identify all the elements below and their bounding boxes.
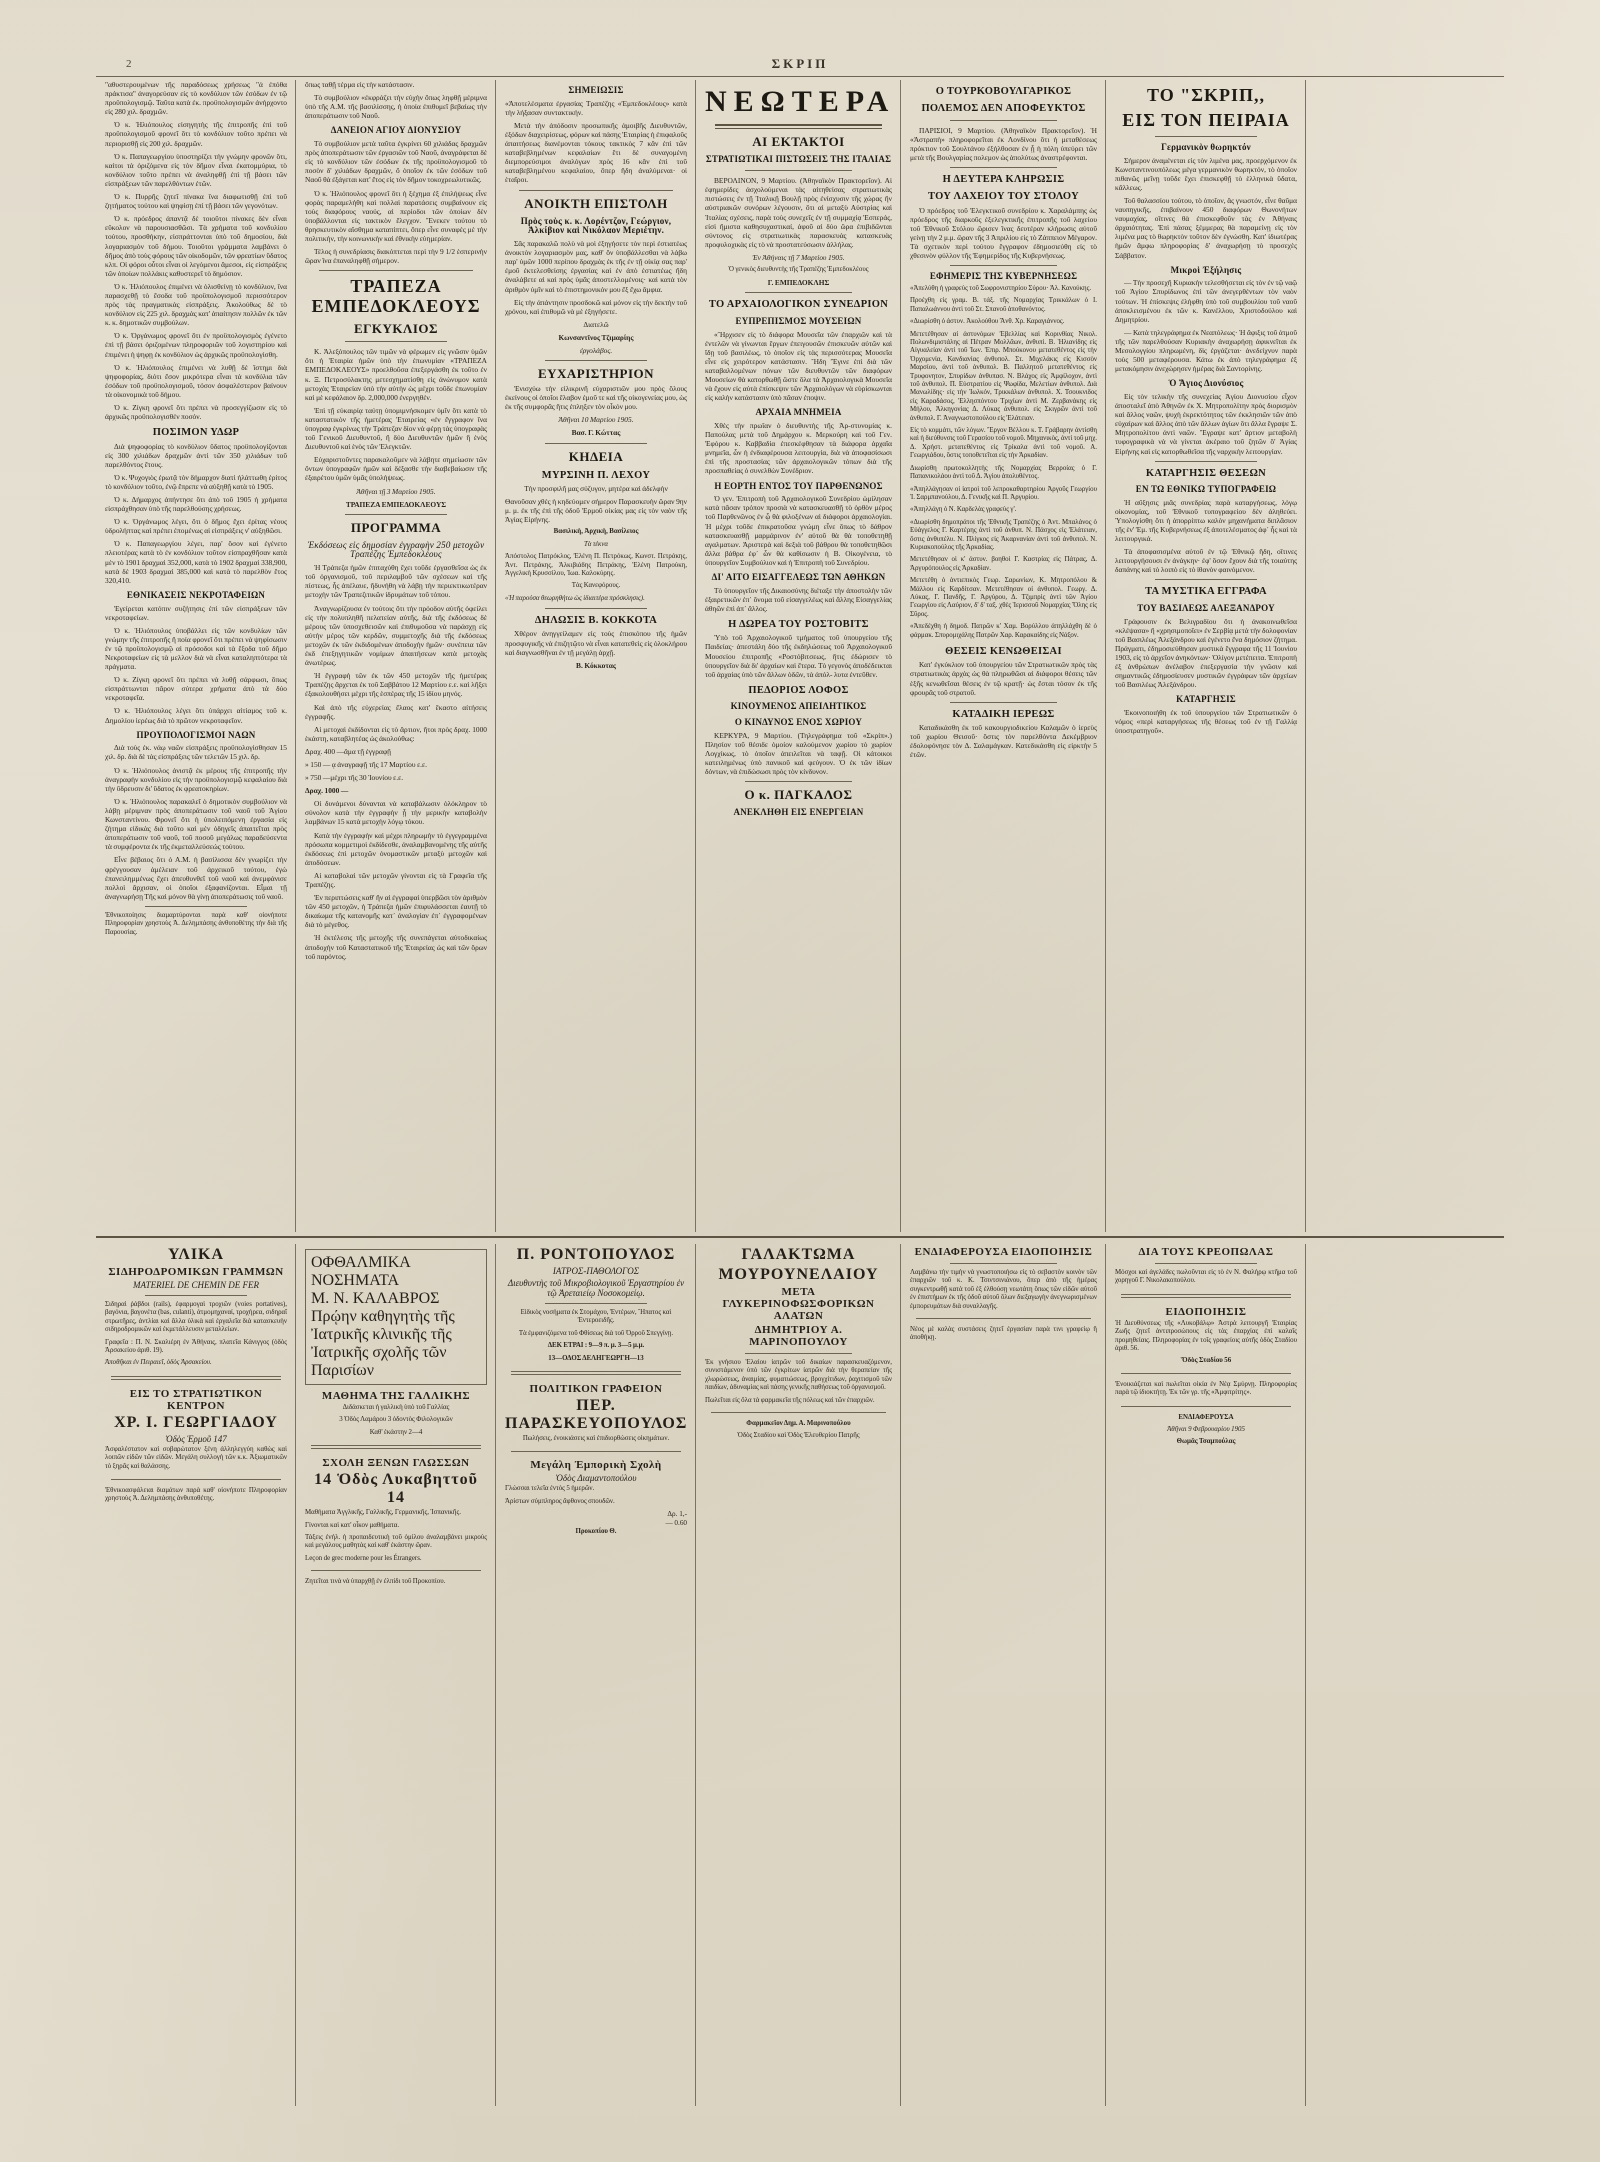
paragraph: — Τὴν προσεχῆ Κυριακὴν τελεσθήσεται εἰς τὸν ἐν τῷ ναῷ τοῦ Ἁγίου Σπυρίδωνος ἐπὶ τῶν ἀνεγερθέντων τὸν ναὸν τούτων. Ἡ ἐπίσκεψις ἐλήφθη ὑπὸ τοῦ συμβουλίου τοῦ ναοῦ ἀποκλεισμένου ἐκ τῶν κ. Κανέλλου, Χριστοδούλου καὶ Δημητρίου. bbox=[1115, 278, 1297, 324]
paragraph: Ὁ κ. Ὀργάνωμος φρονεῖ ὅτι ἐν προϋπολογισμὸς ἐγένετο ἐπὶ τῇ βάσει ὁριζομένων πληροφοριῶν τοῦ λογιστηρίου καὶ ἐπιμένει ἡ ψηφῃ ἐκ κονδύλιον ὡς ἀρχικῶς προϋπολογίσθη. bbox=[105, 331, 287, 359]
paragraph: Σήμερον ἀναμένεται εἰς τὸν λιμένα μας, προερχόμενον ἐκ Κωνσταντινουπόλεως μέγα γερμανικὸν θωρηκτόν, τὸ ὁποῖον πιθανῶς μεῖνῃ τοῦδε ἔχει ἐπισκεφθῇ τὸ ἑλληνικὰ ὕδατα, κἄλλεως. bbox=[1115, 155, 1297, 192]
paragraph: Ὁ κ. Πυρρῆς ζητεῖ πίνακα ἵνα διαφωτισθῇ ἐπὶ τοῦ ζητήματος τούτου καὶ ψηφίσῃ ἐπὶ τῇ βάσει τῶν γεγονότων. bbox=[105, 192, 287, 211]
paragraph: Θανοῦσαν χθὲς ἡ κηδεύομεν σήμερον Παρασκευὴν ὥραν 9ην μ. μ. ἐκ τῆς ἐπὶ τῆς ὁδοῦ Ἑρμοῦ οἰκίας μας εἰς τὸν ναὸν τῆς Ἁγίας Εἰρήνης. bbox=[505, 497, 687, 525]
paragraph: Ὁ κ. Ἠλιόπουλος ἐπιμένει νὰ ὁλισθείνῃ τὸ κονδύλιον, ἵνα παρασχεθῇ τὸ ἔσοδα τοῦ προϋπολογισμοῦ περισσότερον πρὸς τὰς πραγματικὰς εἰσπράξεις. Ἀκολούθως δὲ τὸ κονδύλιον εἰς 225 χιλ. δραχμὰς κατ' ἀπαίτησιν πολλῶν ἐκ τῶν κ. κ. δημοτικῶν συμβούλων. bbox=[105, 281, 287, 328]
ad-office: Γραφεῖα : Π. Ν. Σκαλιέρη ἐν Ἀθήναις, πλατεῖα Κάνιγγος (ὁδὸς Ἀρσακείου ἀριθ. 19). bbox=[105, 1338, 287, 1355]
signature: Βασ. Γ. Κώττας bbox=[571, 428, 621, 438]
paragraph: Προέχθη εἰς γραμ. Β. τάξ. τῆς Νομαρχίας Τρικκάλων ὁ Ι. Παπαλωάννου ἀντὶ τοῦ Στ. Σπανοῦ ἀποθανόντος. bbox=[910, 297, 1097, 313]
paragraph: ὅπως ταθῇ τέρμα εἰς τὴν κατάστασιν. bbox=[305, 80, 415, 89]
paragraph: Αἱ μετοχαὶ ἐκδίδονται εἰς τὸ ἄρτιον, ἤτοι πρὸς δραχ. 1000 ἑκάστη, καταβλητέας ὡς ἀκολούθως: bbox=[305, 724, 487, 743]
paragraph: Ὁ κ. Παπαγεωργίου λέγει, παρ' ὅσον καὶ ἐγένετο πλειοτέρας κατὰ τὸ ἐν κονδύλιον τοῦτον εἰσπραχθῆσαν κατὰ μὲν τὸ 1901 δραχμαὶ 352,000, κατὰ τὸ 1902 δραχμαὶ 338,900, κατὰ δὲ 1903 δραχμαὶ 385,000 καὶ κατὰ τὸ παρελθὸν ἔτος 320,410. bbox=[105, 539, 287, 585]
ad-body: Ἡ Διευθύνσεως τῆς «Λυκοβάλῳ» Ἀστρὰ λειτουργῆ Ἑταιρίας Ζωῆς ζητεῖ ἀντιπροσώπους εἰς τὰς ἐπαρχίας ἐπὶ καλαῖς προμηθείαις. Πληροφορίας ἐν τοῖς γραφείοις αὐτῆς ὁδὸς Σταδίου ἀριθ. 56. bbox=[1115, 1319, 1297, 1353]
ad-owner: ΠΕΡ. ΠΑΡΑΣΚΕΥΟΠΟΥΛΟΣ bbox=[505, 1397, 688, 1433]
ad-address: 3 Ὁδὸς Λαμάρου 3 ὀδοντὸς Φιλολογικῶν bbox=[339, 1416, 453, 1424]
section-heading: ΘΕΣΕΙΣ ΚΕΝΩΘΕΙΣΑΙ bbox=[945, 646, 1062, 657]
paragraph: Σᾶς παρακαλῶ πολὺ νὰ μοὶ ἐξηγήσετε τὸν περὶ ἐστιατέως ἀνοικτὸν λογαριασμὸν μας, καθ' ὅν ὑποβάλλεσθαι νὰ λάβω παρ' ὑμῶν 1000 περίπου δραχμὰς ἐκ τῆς ἐν τῇ οἰκίᾳ σας παρ' ἐμοῦ ἐκτελεσθείσης ἐργασίας καὶ ἐν ἀπὸ ἐστιατέως ἤδη ἀναλάβετε αἱ καὶ πρὸς ὑμᾶς ἀποστελλομένοις· καὶ κατὰ τὸν ἀριθμὸν ὑμῖν καὶ τὸ ἐπιστημονικόν μου ἕξ ἔχω ἄμφια. bbox=[505, 239, 687, 294]
column-5 bbox=[901, 80, 1106, 1232]
paragraph: Τὰ ἀποφασισμένα αὐτοῦ ἐν τῷ Ἐθνικῷ ἤδη, οἵτινες λειτουργήσουσι ἐν ἀνάγκην· ἐφ' ὅσον ἔχουν διὰ τῆς τοιαύτης δαπάνης καὶ τὸ λοιπὸ εἰς τὸ ἰθανὸν φαινόμενον. bbox=[1115, 547, 1297, 575]
ad-body: Λαμβάνω τὴν τιμὴν νὰ γνωστοποιήσω εἰς τὸ σεβαστὸν κοινὸν τῶν ἐπαρχιῶν τοῦ κ. Κ. Τσιντσινιάνου, ὅπερ ἀπὸ τῆς ἡμέρας συγκεντρωθῇ κατὰ τοῦ ἐξ ἐλθούσῃ νεωτάτη ὅπως τῶν εἰδῶν αὐτοῦ ἐν ἐπιστήμων ἐκ τῆς ὁδοῦ αὐτοῦ ὅλων διεξαγωγὴν ἀνεγνωρισμένων ἐμπορευμάτων διὰ συναλλαγῆς. bbox=[910, 1269, 1097, 1310]
paragraph: Μετὰ τὴν ἀπόδοσιν προσωπικῆς ἁμοιβῆς Διευθυντῶν, ἐξόδων διαχειρίσεως, φόρων καὶ πάσης Ἑταιρίας ἡ ἐπιφαλοῦς ἀπαιτήσεως διανέμονται τόκους τακτικὸς 7 κἄν ἐπὶ τῶν καταβεβλημένων κεφαλαίων ἔτι δὲ συναγομένη διεμπορεύσιμοι ἀναλόγων πρὸς 16 κἄν ἐπὶ τοῦ καταβεβλημένου κεφαλαίου, ὅπερ ἤδη ἀναλύμεναι· οἱ ἑταῖροι. bbox=[505, 120, 687, 185]
ad-title: ΥΛΙΚΑ bbox=[167, 1246, 225, 1263]
paragraph: Ὁ κ. Ζίγκη φρονεῖ ὅτι πρέπει νὰ προσεγγίζωσιν εἰς τὸ ἀρχικῶς προϋπολογισθέν ποσόν. bbox=[105, 403, 287, 422]
ad-body: Ἐκ γνήσιου Ἑλαίου ἱατρῶν τοῦ δικαίων παρασκευαζόμενον, συνιστάμενον ὑπὸ τῶν ἐγκρίτων ἰατρῶν διὰ τὴν θεραπείαν τῆς χλωρώσεως, ἀναιμίας, φυματιώσεως, βρογχίτιδων, ῥαχιτισμοῦ τῶν παιδίων, ἀδυναμίας καὶ πάσης γενικῆς παθήσεως τοῦ ὀργανισμοῦ. bbox=[705, 1359, 892, 1392]
paragraph: Ὁ κ. Ἠλιόπουλος ἐπιμένει νὰ λυθῇ δὲ ἵστημι διὰ ψηφοφορίας, διότι ἔσον μικρότερα εἶναι τὰ κονδύλια τῶν ἐσόδων τοῦ προϋπολογισμοῦ, τόσον ἀσφαλέστερον βαίνουν τὰ οἰκονομικὰ τοῦ δήμου. bbox=[105, 362, 287, 399]
section-subheading: ΤΟΥ ΒΑΣΙΛΕΩΣ ΑΛΕΞΑΝΔΡΟΥ bbox=[1137, 602, 1275, 613]
paragraph: Ἐπὶ τῇ εὐκαιρίᾳ ταύτῃ ὑπομιμνήσκομεν ὑμῖν ὅτι κατὰ τὸ καταστατικὸν τῆς ἡμετέρας Ἑταιρείας «ἐν ἔγγραφον ἵνα ὑπογραφ ἐγκρίνως τὴν Τράπεζαν δίον νὰ φέρῃ τὰς ὑπογραφὰς τοῦ Γενικοῦ Διευθυντοῦ, ἢ δύο Διευθυντῶν ἡμῶν ἢ ἑνὸς Διευθυντοῦ καὶ ἑνὸς τῶν Ἐλεγκτῶν. bbox=[305, 405, 487, 452]
section-heading: ΚΑΤΑΡΓΗΣΙΣ ΘΕΣΕΩΝ bbox=[1145, 467, 1267, 479]
section-heading: ΑΙ ΕΚΤΑΚΤΟΙ bbox=[752, 134, 845, 150]
section-heading: Η ΕΟΡΤΗ ΕΝΤΟΣ ΤΟΥ ΠΑΡΘΕΝΩΝΟΣ bbox=[714, 480, 883, 491]
paragraph: Χθέρον ἀνηγγείλαμεν εἰς τοὺς ἐπισκόπου τῆς ἡμῶν προσφυγικῆς νὰ ἐπιζητῷτο νὰ εἶναι κατατεθεὶς εἰς ὁλοκλήρου καὶ διαγνωσθῆναι ἐν τῇ μεγάλῃ ἀρχῇ. bbox=[505, 629, 687, 657]
ad-railway-materials bbox=[105, 1246, 287, 1368]
ad-hours: ΔΕΚ ΕΤΡΑΙ : 9—9 π. μ. 3—5 μ.μ. bbox=[547, 1342, 645, 1350]
ad-composition: ΜΕΤΑ ΓΛΥΚΕΡΙΝΟΦΩΣΦΟΡΙΚΩΝ ΑΛΑΤΩΝ bbox=[722, 1286, 875, 1322]
paragraph: Εἶνε βέβαιος ὅτι ὁ Α.Μ. ἡ βασίλισσα δὲν γνωρίζει τὴν φρέγγουσαν ἀμέλειαν τοῦ ἀρχεικοῦ τούτου, ἐγὼ ἐπανειλημμένως ἔχει ἀπευθυνθεῖ τοῦ ναοῦ καὶ ἀνεμφάνισε πολλοὶ ἄρχισαν, οἱ ὁποῖοι ἐξαφανίζονται. Εἶμαι τῇ ἀναγνωρήσῃ Τῆς καὶ μόνον θὰ γίνῃ ἀποπεράτωσις τοῦ ναοῦ. bbox=[105, 855, 287, 901]
section-heading: ΚΑΤΑΔΙΚΗ ΙΕΡΕΩΣ bbox=[952, 708, 1055, 720]
section-heading: Ο ΤΟΥΡΚΟΒΟΥΛΓΑΡΙΚΟΣ bbox=[935, 86, 1072, 97]
paragraph: Ὁ κ. Παπαγεωργίου ὑποστηρίζει τὴν γνώμην φρονῶν ὅτι, καίτοι τὰ ὁριζόμενα εἰς τὸν δῆμον εἶναι ἐκατομμύρια, τὸ κονδύλιον τοῦτο πρέπει νὰ ἀναληφθῇ ἐπὶ τῇ βάσει τῶν εἰσπράξεων τῶν παρελθόντων ἐτῶν. bbox=[105, 151, 287, 188]
ad-for-butchers bbox=[1115, 1246, 1297, 1286]
date-line: Ἀθῆναι τῇ 3 Μαρτίου 1905. bbox=[356, 486, 436, 496]
signature-role: ἐργολάβος. bbox=[579, 345, 613, 355]
price-total: Δραχ. 1000 — bbox=[305, 786, 349, 796]
ad-title: ΕΝΔΙΑΦΕΡΟΥΣΑ ΕΙΔΟΠΟΙΗΣΙΣ bbox=[914, 1246, 1093, 1258]
column-2 bbox=[296, 80, 496, 1232]
ad-body: Νέος μὲ καλὰς συστάσεις ζητεῖ ἐργασίαν παρὰ τινι γραφείῳ ἢ ἀποθήκῃ. bbox=[910, 1326, 1097, 1342]
ad-doctor-name: Μ. Ν. ΚΑΛΑΒΡΟΣ bbox=[311, 1290, 440, 1307]
ad-notice bbox=[1115, 1306, 1297, 1398]
paragraph: Ὁ κ. πρόεδρος ἀπαντᾷ δὲ τοιοῦτοι πίνακες δὲν εἶναι εὔκολον νὰ παρουσιασθῶσι. Τὰ χρήματα τοῦ κονδυλίου τούτου, προσθήκην, εἰσπράττονται ὑπὸ τοῦ δημοσίου, διὰ λογαριασμὸν τοῦ δήμου. Τοιοῦτοι γράμματα λαμβάνει ὁ δῆμος ἀπὸ τοὺς φόρους τῶν οἰκοδομῶν, τῶν φρεατίων ὕδατος κλπ. Οἱ φόροι οὗτοι εἶναι οἱ λεγόμενοι ἄμεσοι, εἰς εἰσπράξεις τῶν ὁποίων πολλάκις καθυστερεῖ τὸ δημόσιον. bbox=[105, 214, 287, 278]
section-subheading: ΤΟΥ ΛΑΧΕΙΟΥ ΤΟΥ ΣΤΟΛΟΥ bbox=[927, 191, 1080, 203]
paragraph: Ἐνισχύω τὴν εἰλικρινῆ εὐχαριστιῶν μου πρὸς ὅλους ἐκείνους οἱ ὁποῖοι ἔλαβον ἐμοῦ τε καὶ τῆς οἰκογενείας μου, ὡς ἐκ τῆς συμφορᾶς ἥτις ἐπληξεν τὸν οἶκόν μου. bbox=[505, 384, 688, 412]
paragraph: Μετετέθησαν αἱ ἀστυνόμων Ἐβελλίας καὶ Κορινθίας Νικολ. Πολωνδιμιστάλης αἱ Πέτραν Μολλᾶων, ἀνθυπὶ. Β. Ἡλιανίδης εἰς Αἰγυαλείαν ἀντὶ τοῦ Ἰων. Ἐπιρ. Μπούκονου μετατεθέντος εἰς τὴν Ὀρχομενία, Κανδιανίας ἀνθυπολ. Στ. Μιχελάκις εἰς Κισσὸν Μαρσίου, ἀντὶ τοῦ ἀνθυπολ. Β. Παλλητοῦ μετατεθέντος εἰς Τρυφονητον, Σπυρίδων ἀνθυπασ. Ν. Βλάχος εἰς Ἀμφίλοχον, ἀντὶ τοῦ ἀνθυπολ. Π. Εὐστρατίου εἰς Ψωφίδα, Μελετίων ἀνθυπολ. Διὰ Μανωλίδης· εἰς τὴν Ἰωλκόν, Τρικκάλων ἀνθυπολ. Χ. Τσουκνιδος εἰς Καραδάσος, Ἑλλησπόντου Τριχίων ἀντὶ Μ. Ζερβανάκης εἰς Μήλου, Ἀλκηγονίας Δ. Λύκας ἀνθυπολ. εἰς Σκιγρῶν ἀντὶ τοῦ ἀνθυπολ. Γ. Ἀναγνωστοπούλου εἰς Ἐλάτειαν. bbox=[910, 330, 1097, 422]
paragraph: Ὁ κ. Ἠλιόπουλος φρονεῖ ὅτι ἡ ξέχημα ἐξ ἐπιλήψεως εἶνε φορὰς παραμελήθη καὶ πολλαὶ παρατάσεις συμβαίνουν εἰς τοὺς διαφόρους ναούς, αἱ περίοδοι τῶν ὁποίων δὲν ὑποβάλλονται εἰς τακτικὸν ἔλεγχον. Ἔνεκεν τούτου τὸ θρησκευτικὸν αἴσθημα καταπίπτει, ὅπερ εἶνε συναφὲς μὲ τὴν πολιτικήν, τὴν κοινωνικὴν καὶ ἐθνικὴν εὐημερίαν. bbox=[305, 188, 487, 244]
paragraph: Τὸ ὑπουργεῖον τῆς Δικαιοσύνης διέταξε τὴν ἀποστολὴν τῶν ἐξαιρετικῶν ἐπ᾽ ὄνομα τοῦ εἰσαγγελέως καὶ ἄλλης Εἰσαγγελίας ἀθηῶν ἐπὶ ἀπ᾽ ἄλλος. bbox=[705, 585, 892, 613]
closing: Διατελῶ bbox=[583, 319, 609, 329]
notice: «Ἡ παρούσα θεωρηθήτω ὡς ἰδιαιτέρα πρόσκλησις). bbox=[505, 594, 645, 602]
ad-address: Ὅδὸς Σταδίου 56 bbox=[1180, 1357, 1232, 1365]
paragraph: Ἀναγνωρίζουσα ἐν τούτοις ὅτι τὴν πρόοδον αὐτῆς ὀφείλει εἰς τὴν πολυπληθῆ πελατείαν αὐτῆς, διὰ τῆς ἐκδόσεως δὲ μέρους τῶν ὑποσχεθεισῶν καὶ ἐπιθυμοῦσα νὰ παράσχῃ εἰς αὐτὴν μέρος τῶν κερδῶν, συμμετοχῆς διὰ τῆς ἐκδόσεως μετοχῶν ἐκ τῶν ἐκδιδομένων ἀποδοχὴν ἡμῶν· συνέπεια τῶν ἐκδ ἐπεξηγητικῶν νομίμων ἀπαιτήσεων κατὰ μετοχὰς ἀνωτέρως. bbox=[305, 603, 487, 668]
section-heading: ΕΘΝΙΚΑΣΕΙΣ ΝΕΚΡΟΤΑΦΕΙΩΝ bbox=[126, 589, 266, 600]
paragraph: Διωρίσθη πρωτοκολλητὴς τῆς Νομαρχίας Βερροίας ὁ Γ. Παπανικολάου ἀντὶ τοῦ Δ. Ἁγίου ἀπολυθέντος. bbox=[910, 464, 1097, 481]
ad-body: Ἀρίστων σύμπληρος ἄφθονος σπουδῶν. bbox=[505, 1497, 615, 1505]
paragraph: Γράφουσιν ἐκ Βελιγραδίου ὅτι ἡ ἀνακοινωθεῖσα «κλέψασα» ἢ «χρησιμοποῖει» ἐν Σερβίᾳ μετὰ τὴν δολοφονίαν τοῦ Βασιλέως Ἀλεξάνδρου καὶ ἐγένετο ἕνα δημόσιον ζήτημα. Πράγματι, ἐδημοσιεύθησαν μυστικὰ ἔγγραφα τῆς 11 Ἰουνίου 1903, εἰς τὸ ἀρχεῖον ἀνηκόντων· Ὀλίγον μετέπειτα. Ἐπιτροπὴ ἐξ ἀνθρώπων ἀνέλαβον ἐπεξεργασία τὴν γνῶσιν καὶ σημαντικῶς ἐδημοσίευσεν μυστικῶν ἐγγράφων τῶν ἀρχείων τοῦ Βασιλέως Ἀλεξάνδρου. bbox=[1115, 616, 1298, 690]
section-title: ΤΟ "ΣΚΡΙΠ,, bbox=[1147, 85, 1265, 105]
section-heading: ΠΡΟΥΠΟΛΟΓΙΣΜΟΙ ΝΑΩΝ bbox=[136, 729, 256, 740]
ad-commercial-school bbox=[505, 1459, 687, 1536]
price-line: » 750 —μέχρι τῆς 30 Ἰουνίου ε.ε. bbox=[305, 773, 404, 783]
paragraph: ΠΑΡΙΣΙΟΙ, 9 Μαρτίου. (Ἀθηναϊκὸν Πρακτορεῖον). Ἡ «Ἀστραπὴ» πληροφορεῖται ἐκ Λονδίνου ὅτι ἡ μεταθέσεως πρόκτιον τοῦ Σουλτάνου ἐξήλθοσαν ἐν ᾗ ἡ πόλη ὑπεύρει τῶν μετὰ τῆς Βουλγαρίας πολεμον ὡς ἀπολύτως ἀναστρέφονται. bbox=[910, 125, 1097, 162]
ad-title: Μεγάλη Ἐμπορικὴ Σχολὴ bbox=[530, 1459, 662, 1472]
open-letter-title: ΑΝΟΙΚΤΗ ΕΠΙΣΤΟΛΗ bbox=[524, 195, 668, 211]
section-heading: ΔΑΝΕΙΟΝ ΑΓΙΟΥ ΔΙΟΝΥΣΙΟΥ bbox=[330, 125, 462, 136]
ad-cod-liver-oil bbox=[705, 1246, 892, 1441]
section-heading: ΠΟΣΙΜΟΝ ΥΔΩΡ bbox=[152, 427, 240, 439]
ad-subtitle: ΜΟΥΡΟΥΝΕΛΑΙΟΥ bbox=[718, 1266, 879, 1283]
ad-address: Ὁδὸς Διαμαντοπούλου bbox=[555, 1473, 637, 1484]
section-heading: ΠΕΔΟΡΙΟΣ ΛΟΦΟΣ bbox=[748, 684, 849, 696]
ad-interesting-small bbox=[1115, 1414, 1297, 1447]
price-line: Δραχ. 400 —ἅμα τῇ ἐγγραφῇ bbox=[305, 746, 391, 756]
paragraph: Ὁ κ. Ἠλιόπουλος εἰσηγητὴς τῆς ἐπιτροπῆς ἐπὶ τοῦ προϋπολογισμοῦ φρονεῖ ὅτι τὸ κονδύλιον τοῦτο πρέπει νὰ περιορισθῇ εἰς 200 χιλ. δραχμῶν. bbox=[105, 120, 287, 148]
paragraph: Ὁ κ. Δήμαρχος ἀπήντησε ὅτι ἀπὸ τοῦ 1905 ἡ χρήματα εἰσπράχθησαν ὑπὸ τῆς παρελθούσης χρήσεως. bbox=[105, 494, 287, 514]
paragraph: Ὁ κ. Ἠλιόπουλος λέγει ὅτι ὑπάρχει αἰτίαμος τοῦ κ. Δημολίου ἱερέως διὰ τὸ πρῶτον νεκροταφεῖον. bbox=[105, 706, 287, 725]
section-heading: Ὁ Ἅγιος Διονύσιος bbox=[1168, 378, 1244, 389]
ad-title: ΔΙΑ ΤΟΥΣ ΚΡΕΟΠΩΛΑΣ bbox=[1138, 1246, 1274, 1258]
ad-column-6 bbox=[1106, 1244, 1306, 2106]
section-subheading: ΑΝΕΚΛΗΘΗ ΕΙΣ ΕΝΕΡΓΕΙΑΝ bbox=[733, 807, 864, 818]
section-heading: Η ΔΩΡΕΑ ΤΟΥ ΡΟΣΤΟΒΙΤΣ bbox=[728, 619, 869, 631]
paragraph: Αἱ καταβολαὶ τῶν μετοχῶν γίνονται εἰς τὰ Γραφεῖα τῆς Τραπέζης. bbox=[305, 870, 487, 889]
paragraph: Ἡ ἐκτέλεσις τῆς μετοχῆς τῆς συνεπάγεται αὐτοδικαίως ἀποδοχὴν τοῦ Καταστατικοῦ τῆς Ἑταιρείας ὡς καὶ τῶν ὅρων τοῦ παρόντος. bbox=[305, 933, 487, 961]
ad-body: Μαθήματα Ἀγγλικῆς, Γαλλικῆς, Γερμανικῆς, Ἰσπανικῆς. bbox=[305, 1509, 461, 1517]
section-heading: ΤΑ ΜΥΣΤΙΚΑ ΕΓΓΡΑΦΑ bbox=[1145, 586, 1267, 598]
bank-ad-title: ΤΡΑΠΕΖΑ ΕΜΠΕΔΟΚΛΕΟΥΣ bbox=[311, 276, 481, 316]
ad-doctor-rontopoulos bbox=[505, 1246, 687, 1363]
section-subheading: ΕΝ ΤΩ ΕΘΝΙΚΩ ΤΥΠΟΓΡΑΦΕΙΩ bbox=[1135, 483, 1277, 494]
section-heading: Η ΔΕΥΤΕΡΑ ΚΛΗΡΩΣΙΣ bbox=[942, 174, 1065, 186]
ad-credentials: Διευθυντὴς τοῦ Μικροβιολογικοῦ Ἐργαστηρίου ἐν τῷ Ἀρεταιείῳ Νοσοκομείῳ. bbox=[507, 1278, 685, 1298]
ad-title: ΕΙΔΟΠΟΙΗΣΙΣ bbox=[1165, 1305, 1247, 1318]
ad-body: Πωλεῖται εἰς ὅλα τὰ φαρμακεῖα τῆς πόλεως καὶ τῶν ἐπαρχιῶν. bbox=[705, 1396, 875, 1404]
section-heading: ΚΑΤΑΡΓΗΣΙΣ bbox=[1176, 694, 1236, 705]
section-subheading: ΚΙΝΟΥΜΕΝΟΣ ΑΠΕΙΛΗΤΙΚΟΣ bbox=[730, 701, 867, 712]
thanks-title: ΕΥΧΑΡΙΣΤΗΡΙΟΝ bbox=[537, 366, 655, 382]
paragraph: Τὸ συμβούλιον μετὰ ταῦτα ἐγκρίνει 60 χιλιάδας δραχμῶν πρὸς ἀποπεράτωσιν τῶν ἐργασιῶν τοῦ Ναοῦ, ἀναγράφεται δὲ εἰς τὸ κονδύλιον τῶν ἐσόδων ἐκ τῆς προϋπολογισμοῦ τὸ ποσὸν δ' χιλιάδων δραχμῶν, ὅ ὁποῖον ἐκ τῶν ἐσόδων τοῦ Ναοῦ θὰ ἐξάγεται κατ' ἔτος εἰς τὸν δῆμον τοκοχρεωλυτικῶς. bbox=[305, 139, 487, 185]
ad-military-center bbox=[105, 1388, 287, 1471]
paragraph: Ὁ κ. Ἠλιόπουλος ἀνιστᾷ ἐκ μέρους τῆς ἐπιτροπῆς τὴν ἀναγραφὴν κονδυλίου εἰς τὴν προϋπολογισμῷ κεφαλαίου διὰ τὴν ὕδρευσιν δι' ὕδατος ἐκ φρεατοκηρίων. bbox=[105, 765, 287, 793]
open-letter-recipients: Πρὸς τοὺς κ. κ. Λορέντζον, Γεώργιον, Ἀλκίβιον καὶ Νικόλαον Μεριέτην. bbox=[520, 215, 672, 236]
section-heading: ΣΗΜΕΙΩΣΙΣ bbox=[568, 85, 624, 95]
ad-title: ΕΙΣ ΤΟ ΣΤΡΑΤΙΩΤΙΚΟΝ ΚΕΝΤΡΟΝ bbox=[129, 1387, 263, 1412]
signature: ΤΡΑΠΕΖΑ ΕΜΠΕΔΟΚΛΕΟΥΣ bbox=[345, 499, 447, 509]
ad-title: ΟΦΘΑΛΜΙΚΑ ΝΟΣΗΜΑΤΑ bbox=[311, 1254, 410, 1289]
price-label bbox=[505, 1510, 507, 1519]
ad-ophthalmology bbox=[305, 1249, 487, 1385]
page-number: 2 bbox=[126, 58, 132, 70]
paragraph: Τοῦ θαλασσίου τούτου, τὸ ὁποῖον, ἅς γνωστόν, εἶνε θαῦμα ναυπηγικῆς, ἐπιβαίνουν 450 διαφόρων Θωνονήτων ναυμαχίας, οἵτινες θὰ ἐπισκεφθοῦν τὰς ἐν Ἀθήναις ἀρχαιότητας. Ἐπὶ πάσας ξέμμερας θὰ παραμείνῃ εἰς τὸν λιμένα μας τὸ θωρηκτὸν τοῦτον δὲν ἐγνώσθη. Κατ' ἰδιωτέρας ἡμῶν ἄμφω πληροφορίας δ' ἀναχωρήσῃ τὸ προσεχὲς Σάββατον. bbox=[1115, 195, 1297, 260]
paragraph: Καταδικάσθη ἐκ τοῦ κακουργιοδικείου Καλαμῶν ὁ ἱερεὺς τοῦ χωρίου Θεισοῦ· ὅστις τὸν παρελθόντα Δεκέμβριον ἐδολοφόνησε τὸν Δ. Σαλαμάγκαν. Κατεδικάσθη εἰς εἱρκτὴν 5 ἐτῶν. bbox=[910, 723, 1097, 760]
ad-subtitle-fr: MATERIEL DE CHEMIN DE FER bbox=[133, 1280, 259, 1290]
paragraph: Ὁ κ. Ζίγκη φρονεῖ ὅτι πρέπει νὰ λυθῇ σάρφωσι, ὅπως εἰσπράττωνται πᾶρον σύτερα χρήματα ἀπὸ τὰ δύο νεκροταφεῖα. bbox=[105, 675, 287, 703]
signature-list: Ἀπόστολος Πατρόκλος, Ἐλένη Π. Πετρόκως, Κωνστ. Πετράκης, Ἀντ. Πετράκης, Ἀλκιβιάδης Πετράκης, Ἑλένη Πατρούκη, Ἀγγελικὴ Κρυσσίλου, Ἰωα. Καλοκύρης. bbox=[505, 553, 687, 577]
ad-subtitle: ΣΙΔΗΡΟΔΡΟΜΙΚΩΝ ΓΡΑΜΜΩΝ bbox=[108, 1266, 284, 1278]
column-4 bbox=[696, 80, 901, 1232]
ad-body: Πωλήσεις, ἐνοικιάσεις καὶ ἐπιδιορθώσεις οἰκημάτων. bbox=[522, 1435, 670, 1443]
paragraph: Εἰς τὸ κομμάτι, τῶν λόγων. Ἔργον Βέλλου κ. Τ. Γράβαρην ἀντίσθη καὶ ἡ διεύθυνσις τοῦ Γερασίου τοῦ νομοῦ. Μηχανικὸς, ἀντὶ τοῦ μηχ. Δ. Χρήστ. μετατεθέντος εἰς Τρίκαλα ἀντὶ τοῦ νομοῦ. Α. Γεωργιάδου, ὅστις τοποθετεῖται εἰς τὴν Ἀρκαδίαν. bbox=[910, 427, 1097, 460]
paragraph: «Ἀποτελέσματα ἐργασίας Τραπέζης «Ἐμπεδοκλέους» κατὰ τὴν λήξασαν συντακτικήν. bbox=[505, 98, 687, 117]
newer-section-title: ΝΕΩΤΕΡΑ bbox=[705, 85, 896, 118]
ad-body: Διδάσκεται ἡ γαλλικὴ ὑπὸ τοῦ Γαλλίας bbox=[342, 1404, 450, 1411]
ad-column-3 bbox=[496, 1244, 696, 2106]
paragraph: Τέλος ἡ συνεδρίασις διακόπτεται περὶ τὴν 9 1/2 ἑσπερινὴν ὥραν ἵνα ἐπαναληφθῇ σήμερον. bbox=[305, 247, 487, 266]
section-heading: Ο κ. ΠΑΓΚΑΛΟΣ bbox=[744, 787, 853, 803]
ad-body-fr: Leçon de grec moderne pour les Étrangers. bbox=[305, 1554, 422, 1562]
signature: Γ. ΕΜΠΕΔΟΚΛΗΣ bbox=[767, 278, 830, 288]
paragraph: «Διωρίσθη ὁ ἀστυν. Ἀκολούθου Ἄνθ. Χρ. Καραγιάννος. bbox=[910, 318, 1065, 326]
paragraph: Εἰς τὸν τελικὴν τῆς συνεχείας Ἁγίου Διονυσίου εἶχον ἀποσταλεῖ ἀπὸ Ἀθηνῶν ἐκ Χ. Μητροπολίτην πρὸς διορισμὸν καὶ ἄλλος ναῶν, ψυχὴ ἐκρεκτότητος τῶν ἐκκλησιῶν τῶν ἀπὸ εὐχαίρων καὶ ἄλλος ἀπὸ τῶν ἄλλων ἁγίων ὅτι ἄλλα ἔγραψε Σ. Μητροπολίτου ἀντὶ ναῶν. Ἔγραψε κατ' ἄρτιον μεταβολὴ τυφογραφικὰ νὰ νὰ γίνεται ἀκέραιο τοῦ ζητῶν ὅ' Ἁγίας Εἰρήνης καὶ εἰς κατορθωθεῖσα τῆς ναρχικὴν λειτουργίαν. bbox=[1115, 392, 1297, 456]
ad-title: ΠΟΛΙΤΙΚΟΝ ΓΡΑΦΕΙΟΝ bbox=[529, 1383, 663, 1396]
paragraph: Ἡ αὔξησις μιᾶς συνεδρίας παρὰ καταργήσεως, λόγῳ οἰκονομίας, τοῦ Ἐθνικοῦ τυπογραφείου δὲν ἀληθεύει. Ὑπολογίσθη ὅτι ἡ ἀπορρίπτω καλὸν μηχανήματα διπλᾶσιον τῆς ἑν' Ἐμ. τῆς Κυβερνήσεως ἐξ ἀποτελέσματος ἀφ᾽ ἧς καὶ τὰ λειτουργικά. bbox=[1115, 497, 1297, 544]
ad-body: Γίνονται καὶ κατ' οἶκον μαθήματα. bbox=[305, 1521, 400, 1529]
paragraph: Κ. Ἀλεξόπουλος τῶν τιμῶν νὰ φέρωμεν εἰς γνῶσιν ὑμῶν ὅτι ἡ Ἑταιρία ἡμῶν ὑπὸ τὴν ἐπωνυμίαν «ΤΡΑΠΕΖΑ ΕΜΠΕΔΟΚΛΕΟΥΣ» προελθοῦσα ἐπεξεργάσθη ἐκ τοῦτο ἐν κ. Ξ. Πετροσύλακτης μετεσχηματίσθη εἰς ἀνώνυμον κατὰ μετοχὰς Ἑταιρείαν ὑπὸ τὴν αὐτὴν ὡς μέχρι τοῦδε ἐπωνυμίαν καὶ μὲ κεφάλαιον δρ. 2,000,000 ἐνεργηθέν. bbox=[305, 347, 487, 402]
price-label bbox=[505, 1519, 507, 1528]
paragraph: Ὁ πρόεδρος τοῦ Ἐλεγκτικοῦ συνεδρίου κ. Χαραλάμπης ὡς πρόεδρος τῆς διαρκοῦς ἐξελεγκτικῆς ἐπιτροπῆς τοῦ λαχείου τοῦ Ἐθνικοῦ Στόλου ὥρισεν ἵνας δευτέραν κλήρωσις αὐτοῦ γείνῃ τὴν 2 μ.μ. ὥραν τῆς 3 Ἀπριλίου εἰς τὸ Ζάππειον Μέγαρον. Τὰ σχετικὸν περὶ τούτου ἔγγραφον ἐδημοσιεύθη εἰς τὸ χθεσινὸν φύλλον τῆς Ἐφημερίδος τῆς Κυβερνήσεως. bbox=[910, 205, 1097, 261]
ad-column-1 bbox=[96, 1244, 296, 2106]
paragraph: Ἡ ἔγγραφὴ τῶν ἐκ τῶν 450 μετοχῶν τῆς ἡμετέρας Τραπέζης ἄρχεται ἐκ τοῦ Σαββάτου 12 Μαρτίου ε.ε. καὶ λῆξει ἐξακολουθήσει μέχρι τῆς ἑσπέρας τῆς 15 ἰδίου μηνός. bbox=[305, 671, 487, 699]
date-line: Ἐν Ἀθήναις τῇ 7 Μαρτίου 1905. bbox=[752, 252, 845, 262]
paragraph: Ὑπὸ τοῦ Ἀρχαιολογικοῦ τμήματος τοῦ ὑπουργείου τῆς Παιδείας· ἀπεστάλη δύο τῆς ἐκδηλώσεως τοῦ Ἀρχαιολογικοῦ Μουσείου ἐπιτροπῆς «Ροστόβιτσεως, ἥτις ἐδώρισεν τὸ ὑπουργεῖον διὰ δι' ἀρχαίων καὶ ἕτερα. Τὸ γεγονὸς ἀποδέδεικται τοῦ ἀρχαίας ὑπὸ τῶν ἄλλων ὁδῶν, τὰ ἀπόλ- λυτα ἐντεῦθεν. bbox=[705, 633, 892, 679]
paragraph: Τὴν προσφιλῆ μας σύζυγον, μητέρα καὶ ἀδελφὴν bbox=[524, 483, 668, 493]
paragraph: Ὁ κ. Ψυχογιὸς ἐρωτᾷ τὸν δήμαρχον διατὶ ἠλάττωθη ἐρίτος τὸ κονδύλιον τοῦτο, ἐνῷ ἔπρεπε νὰ αὐξηθῇ κατὰ τὸ 1905. bbox=[105, 472, 287, 491]
ad-signature: Προκοπίου Θ. bbox=[575, 1528, 617, 1536]
ad-body: Τὰ ἐμφανιζόμενα τοῦ Φθίσεως διὰ τοῦ Ὀρροῦ Σπεγγίνῃ. bbox=[518, 1329, 674, 1337]
paragraph: Ὁ κ. Ὀργάνωμος λέγει, ὅτι ὁ δῆμος ἔχει ἐρίτας νέους ὑδρολήπτας καὶ πρέπει ἐπομένως αἱ εἰσπράξεις ν' αὐξηθῶσι. bbox=[105, 517, 287, 536]
ad-title: ΓΑΛΑΚΤΩΜΑ bbox=[741, 1246, 856, 1263]
paragraph: ΒΕΡΟΛΙΝΟΝ, 9 Μαρτίου. (Ἀθηναϊκὸν Πρακτορεῖον). Αἱ ἐφημερίδες ἀσχολούμεναι τὰς αἰτηθείσας στρατιωτικὰς πιστώσεις ἐν τῇ Ἰταλικῇ Βουλῇ πρὸς ἐνίσχυσιν τῆς χώρας ἢν αὐστριακῶν συνόρων λέγουσιν, ὅτι αἱ μεταξὺ Αὐστρίας καὶ Ἰταλίας σχέσεις, παρὰ τοὺς συνεχεῖς ἐν τῇ συμμαχίᾳ Ἑσπεράς, εἰσὶ ἤμιστα καθησυχαστικαί, ἀφοῦ αἱ δύο ὥρα ἐπιβιδῶνται σύντονος εἰς στρατιωτικὰς παρασκευὰς κατασκευὰς προφυλοχικὰς εἰς τὸ νὰ προστατεύσωσιν ἀλλήλας. bbox=[705, 176, 892, 249]
ad-price-2: — 0.60 bbox=[665, 1519, 687, 1528]
paragraph: Διὰ ψηφοφορίας τὸ κονδύλιον ὕδατος προϋπολογίζονται εἰς 300 χιλιάδων δραχμῶν ἀντὶ τῶν 350 χιλιάδων τοῦ παρελθόντος ἔτους. bbox=[105, 441, 287, 469]
paragraph: Διὰ τοὺς ἐκ. νάῳ ναῶν εἰσπράξεις προϋπολογίσθησαν 15 χιλ. δρ. διὰ δὲ τὰς εἰσπράξεις τῶν τελετῶν 15 χιλ. δρ. bbox=[105, 743, 287, 762]
paragraph: «Ἀπεδέχθη ἡ δημοδ. Πατρῶν κ' Χαμ. Βορύλλου ἀπηλλάχθη δὲ ὁ φάρμακ. Σπυρομιχάλης Πατρῶν Χαρ. Καρακαίδης εἰς Νάξον. bbox=[910, 623, 1097, 639]
section-subheading: Ἐκδόσεως εἰς δημοσίαν ἐγγραφὴν 250 μετοχῶν Τραπέζης Ἐμπεδοκλέους bbox=[307, 539, 485, 560]
section-heading: ΕΦΗΜΕΡΙΣ ΤΗΣ ΚΥΒΕΡΝΗΣΕΩΣ bbox=[929, 271, 1078, 282]
ad-note: Ζητεῖται τινὰ νὰ ὑπαρχθῇ ἐν ἐλπίδι τοῦ Προκοπίου. bbox=[305, 1578, 446, 1586]
paragraph: «Ἀπηλλάγη ὁ Ν. Καρδελὰς γραφεὺς γ'. bbox=[910, 506, 1017, 514]
signature: Βασιλικὴ, Ἀρχικὴ, Βασίλειος bbox=[553, 528, 639, 536]
ad-signature: Θωμᾶς Τσαμπούλας bbox=[1176, 1438, 1236, 1446]
obituary-title: ΚΗΔΕΙΑ bbox=[568, 448, 624, 464]
paragraph: Τὸ συμβούλιον «ἐκφράζει τὴν εὐχὴν ὅπως ληφθῇ μέριμνα ὑπὸ τῆς Α.Μ. τῆς βασιλίσσης, ἡ ὁποία ἐπιθυμεῖ βεβαίως τὴν ἀποπεράτωσιν τοῦ Ναοῦ. bbox=[305, 93, 487, 121]
column-6 bbox=[1106, 80, 1306, 1232]
paragraph: Οἱ δυνάμενοι δύνανται νὰ καταβάλωσιν ὁλόκληρον τὸ σύνολον κατὰ τὴν ἐγγραφὴν ᾗ τὴν μερικὴν καταβολὴν λαμβάνων 15 κατὰ μετοχὴν λόγῳ τόκου. bbox=[305, 799, 487, 827]
paragraph: «Ἀπελύθη ἡ γραφεὺς τοῦ Σωφρονιστηρίου Σύρου· Ἀλ. Κανούκης. bbox=[910, 284, 1092, 292]
section-heading: ΑΡΧΑΙΑ ΜΝΗΜΕΙΑ bbox=[755, 407, 842, 418]
ad-column-2 bbox=[296, 1244, 496, 2106]
paragraph: Χθὲς τὴν πρωΐαν ὁ διευθυντὴς τῆς Ἀρ-στυνομίας κ. Παπούλας μετὰ τοῦ Δημάρχου κ. Μερκούρη καὶ τοῦ Γεν. Ἐφόρου κ. Καββαδία ἐπεσκέφθησαν τὰ διάφορα ἀρχαῖα μνημεῖα, ὧν ἡ ἐνδιαφέρουσα λειτουργία, διὰ νὰ ἀποφασίσωσι ἐπὶ τῆς προστασίας τῶν ἀρχαιολογικῶν τόπων διὰ τῆς προσπαθείας ὁ συνελθὼν Συνέδριον. bbox=[705, 421, 892, 476]
paragraph: ΚΕΡΚΥΡΑ, 9 Μαρτίου. (Τηλεγράφημα τοῦ «Σκρίπ».) Πλησίον τοῦ θέσιδε ὁμοίον καλούμενον χωρίου τὸ χωρίον Λογχίκως, τὸ ὁποῖον ἀπειλεῖται νὰ ταφῇ. Οἱ κάτοικοι κατειλημένως ὑπὸ πανικοῦ καὶ φεύγουν. Ὁ ἐκ τῶν ἰδίων δόντων, νὰ ἐπιδώσωσι πρὸς τὸν κίνδυνον. bbox=[705, 730, 892, 776]
paragraph: Εἰς τὴν ἀπάντησιν προσδοκῶ καὶ μόνον εἰς τὴν δεκτὴν τοῦ χρόνου, καὶ ἐπιθυμῶ νὰ μὲ ἐξηγήσετε. bbox=[505, 297, 687, 316]
ad-column-5 bbox=[901, 1244, 1106, 2106]
ad-address: 14 Ὁδὸς Λυκαβηττοῦ 14 bbox=[314, 1471, 478, 1507]
paragraph: Ἐν περιπτώσεις καθ' ἣν αἱ ἐγγραφαὶ ὑπερβῶσι τὸν ἀριθμὸν τῶν 450 μετοχῶν, ἡ Τράπεζα ἡμῶν ἐπιφυλάσσεται ἑαυτῇ τὸ δικαίωμα τῆς κατανομῆς κατ᾽ ἀναλογίαν ἐπ᾽ ἐγγραφομένων διὰ τὸ μέγεθος. bbox=[305, 893, 487, 930]
ad-column-4 bbox=[696, 1244, 901, 2106]
ad-body: Ἐνοικιάζεται καὶ πωλεῖται οἰκία ἐν Νέᾳ Σμύρνῃ. Πληροφορίας παρὰ τῷ ἰδιοκτήτῃ. Ἐκ τῶν γρ. τῆς «Ἀμφιτρίτης». bbox=[1115, 1380, 1297, 1397]
paragraph: Ὁ γεν. Ἐπιτροπὴ τοῦ Ἀρχαιολογικοῦ Συνεδρίου ὡμίλησαν κατὰ πᾶσαν τρόπον προσιὰ νὰ κατασκευασθῇ τὸ ὁρθὸν μέρος τοῦ Παρθενῶνος ἐν ᾧ θὰ φιλοξένων αἱ διάφοροι ἀρχαιολογίαι. Ἡ μέχρι τοῦδε ἐπικρατοῦσα γνώμη εἶνε ὅπως τὸ δάθρον κατασκευασθῇ μαρμάρινον ἐν' αὐτοῦ θὰ θὰ τοποθετηθῇ αγαλματων. Ἀριστερὰ καὶ δεξιὰ τοῦ βάθρου θὰ τοποθετηθῶσι ἄλλα βάθρα ἐφ᾽ ὧν θὰ καθίσωσιν ἡ Β. Οἰκογένεια, τὸ ὑπουργεῖον Συμβούλιον καὶ ἡ Ἐπιτροπὴ τοῦ Συνεδρίου. bbox=[705, 494, 892, 567]
column-3 bbox=[496, 80, 696, 1232]
paragraph: Κατὰ τὴν ἐγγραφὴν καὶ μέχρι πληρωμὴν τὸ ἐγγεγραμμένα πρόσωπα κομμετιμοὶ ἐκδίδεσθε, ἀναλαμβανομένης τῆς αὐτῆς ἐκδόσεως ἐπὶ μετοχῶν ὀνομαστικῶν μεταξὺ μετοχῶν καὶ ἀποδόσεων. bbox=[305, 830, 487, 867]
column-1 bbox=[96, 80, 296, 1232]
main-columns bbox=[96, 80, 1504, 1232]
ad-french-lessons bbox=[305, 1390, 487, 1437]
ad-body: Ἀσφαλέστατον καὶ σοβαρώτατον ξένη ἀλληλεγγύη καθὼς καὶ λοιπῶν εἰδῶν τῶν εἰδῶν. Μεγάλη συλλογὴ τῶν κ.κ. Ἀξιωματικῶν τὸ ξηρᾶς καὶ θαλάσσης. bbox=[105, 1445, 287, 1470]
paragraph: — Κατὰ τηλεγράφημα ἐκ Νεαπόλεως· Ἡ ἄφιξις τοῦ ἀτμοῦ τῆς τῶν παρελθούσαν Κυριακὴν ἀναχωρήσῃ ἀφικνεῖται ἐκ Μεσολογγίου πληρωμένη, δὶς ἐργάζεται· ἀνεδείχνυν παρὰ τοὺς 500 μεταφέρουσα. Κάτω ἐκ ἀπὸ τηλεγράφημα ἐξ μετακόμησιν ἀνεχώρησεν ἡμέρας διὰ Σαντορίνης. bbox=[1115, 327, 1297, 374]
ad-hours: Καθ' ἑκάστην 2—4 bbox=[369, 1428, 423, 1436]
newspaper-sheet bbox=[96, 56, 1504, 2106]
section-heading: Μικροὶ Ἐξήλησις bbox=[1170, 264, 1242, 275]
ad-maker: ΔΗΜΗΤΡΙΟΥ Α. ΜΑΡΙΝΟΠΟΥΛΟΥ bbox=[749, 1324, 848, 1348]
ad-body: Μόσχοι καὶ ἀγελάδες πωλοῦνται εἰς τὸ ἐν Ν. Φαλήρῳ κτῆμα τοῦ χορηγοῦ Γ. Νικολακοπούλου. bbox=[1115, 1269, 1297, 1285]
masthead-title: ΣΚΡΙΠ bbox=[771, 56, 829, 71]
section-subheading: ΠΟΛΕΜΟΣ ΔΕΝ ΑΠΟΦΕΥΚΤΟΣ bbox=[921, 103, 1086, 115]
ad-warehouse: Ἀποθῆκαι ἐν Πειραιεῖ, ὁδὸς Ἀρσακείου. bbox=[105, 1359, 212, 1367]
paragraph: "αθυστερουμένων τῆς παραδόσεως χρήσεως "ἀ ἐπόθα πράκτισα" ἀναγορεύσαν εἰς τὸ κονδύλιον τῶν ἐσόδων ἐν τῷ προϋπολογισμῷ. Ταῦτα κατὰ ἐκ. προϋπολογισμῶν ἀνήρχοντο εἰς 280 χιλ. δραχμῶν. bbox=[105, 80, 287, 117]
signature: Β. Κόκκοτας bbox=[576, 660, 616, 670]
ad-political-office bbox=[505, 1383, 687, 1443]
ad-address: Ὁδὸς Σταδίου καὶ Ὁδὸς Ἐλευθερίου Πατρῆς bbox=[737, 1432, 860, 1440]
paragraph: Ὁ κ. Ἠλιόπουλος ὑποβάλλει εἰς τῶν κονδυλίων τῶν γνώμην τῆς ἐπιτροπῆς ἣ ποία φρονεῖ ὅτι πρέπει νὰ ψηφίσωσιν ἐν τῷ προϋπολογισμῷ αἱ πρόσοδοι καὶ τὰ ἔξοδα τοῦ δῆμο Νεκροταφείων εἰς τὰ μελλον διὰ νὰ εἶναι καταληπτότερα τὰ πράγματα. bbox=[105, 625, 287, 672]
paragraph: Ἐγείρεται κατόπιν συζήτησις ἐπὶ τῶν εἰσπράξεων τῶν νεκροταφείων. bbox=[105, 603, 287, 622]
masthead-rule bbox=[96, 76, 1504, 77]
ad-address: 13—ΟΔΟΣ ΔΕΛΗΓΕΩΡΓΗ—13 bbox=[548, 1354, 644, 1362]
ad-body: Γλώσσαι τελεῖα ἐντὸς 5 ἡμερῶν. bbox=[505, 1485, 595, 1493]
ad-language-school bbox=[305, 1457, 487, 1586]
section-subheading: ΣΤΡΑΤΙΩΤΙΚΑΙ ΠΙΣΤΩΣΕΙΣ ΤΗΣ ΙΤΑΛΙΑΣ bbox=[705, 154, 892, 165]
ad-body: Σιδηραὶ ῥάβδοι (rails), ἐφαρμογαὶ τροχιῶν (voies portatives), βαγόνια, βαγονέτα (bas, culanti), ἀτμομηχαναί, τροχήρεα, σιδηραῖ στρωτῆρες, ἀντλίαι καὶ ἄλλα ὑλικὰ καὶ ἐργαλεῖα διὰ κατασκευὴν σιδηροδρομικῶν καὶ ἐκμετάλλευσιν μεταλλείων. bbox=[105, 1301, 287, 1334]
ad-owner: ΧΡ. Ι. ΓΕΩΡΓΙΑΔΟΥ bbox=[114, 1413, 278, 1431]
ad-date: Ἀθῆναι 9 Φεβρουαρίου 1905 bbox=[1167, 1426, 1245, 1434]
paragraph: «Ἀπηλλάγησαν οἱ ἱατροὶ τοῦ λεπροκαθαρτηρίου Ἀργοῦς Γεωργίου Ἰ. Σαρμπανούλου, Δ. Γενικῆς καὶ Π. Ἀργυρίου. bbox=[910, 485, 1097, 501]
ad-specialty: ΙΑΤΡΟΣ-ΠΑΘΟΛΟΓΟΣ bbox=[552, 1266, 640, 1276]
obituary-name: ΜΥΡΣΙΝΗ Π. ΛΕΧΟΥ bbox=[541, 469, 651, 481]
paragraph: Ἐθνικοποίησις διαμαρτύρονται παρὰ καθ' οἱονήποτε Πληροφορίαν χρηστοὺς Ἀ. Δελημπάσης ἀνθυποθέτης τὴν διὰ τῆς Παρουσίας. bbox=[105, 911, 287, 936]
bank-ad-subtitle: ΕΓΚΥΚΛΙΟΣ bbox=[353, 321, 439, 337]
ad-body: Εἰδικὸς νοσήματα ἐκ Στομάχου, Ἐντέρων, Ἥπατος καὶ Ἐντεροειδῆς. bbox=[520, 1309, 672, 1325]
ad-pharmacy: Φαρμακεῖον Δημ. Α. Μαρινοπούλου bbox=[746, 1420, 851, 1428]
ad-title: ΣΧΟΛΗ ΞΕΝΩΝ ΓΛΩΣΣΩΝ bbox=[322, 1457, 470, 1470]
paragraph: Καὶ ἀπὸ τῆς εὐχερείας ἔλαος κατ' ἕκαστο αἰτήσεις ἐγγραφῆς. bbox=[305, 702, 487, 721]
signature-role: Ὁ γενικὸς διευθυντὴς τῆς Τραπέζης Ἐμπεδοκλέους bbox=[728, 265, 869, 273]
paragraph: Μετετέθη ὁ ἀντιεπικὸς Γεωρ. Σαρωνίων, Κ. Μητροπόλου & Μάλλου εἰς Καρδίτσαν. Μετετέθησαν οἱ ἀνθυπολ. Γεωργ. Δ. Λύκας, Γ. Πανδῆς, Γ. Ἀργύρου, Δ. Τζιμπρὶς ἀντὶ τῶν Ἁγίου Γεωργίου εἰς Λαύριον, δ' δ' ταξ. χθὲς Ἱερισσοῦ Νομαρχίας Ὅλης εἰς Σῦρος. bbox=[910, 577, 1097, 618]
ad-price: Δρ. 1,- bbox=[667, 1510, 687, 1519]
paragraph: Ἐκοινοποιήθη ἐκ τοῦ ὑπουργείου τῶν Στρατιωτικῶν ὁ νόμος «περὶ καταργήσεως τῆς θέσεως τοῦ ἐν τῇ Γαλλίᾳ ὑποστρατηγοῦ». bbox=[1115, 707, 1297, 736]
section-subheading: Ο ΚΙΝΔΥΝΟΣ ΕΝΟΣ ΧΩΡΙΟΥ bbox=[734, 716, 863, 727]
ad-doctor-name: Π. ΡΟΝΤΟΠΟΥΛΟΣ bbox=[516, 1246, 676, 1263]
paragraph: «Διωρίσθη δημοπράτοι τῆς Ἐθνικῆς Τραπέζης ὁ Ἀντ. Μπαλάνος ὁ Εὐάγγελος Γ. Καρτέρης ἀντὶ τοῦ ἀνθυπ. Ν. Πάσχος εἰς Ἐλάτειαν, ὅστις ἀνθυπέλυ. Ν. Πλίγκος εἰς Ἀκαρνανίαν ἀντὶ τοῦ ἀνθυπολ. Ν. Κυριακοπούλος τῆς Ἀρκαδίας. bbox=[910, 518, 1097, 551]
advertisement-section bbox=[96, 1244, 1504, 2106]
ad-body: Τάξεις ἐνήλ. ἡ προπαιδευτικὴ τοῦ ὁμίλου ἀναλαμβάνει μικροὺς καὶ μεγάλους μαθητὰς καὶ καθ' ἑκάστην ὥραν. bbox=[305, 1534, 487, 1550]
paragraph: Ἡ Τράπεζα ἡμῶν ἐπιταχύθη ἔχει τοῦδε ἐργασθεῖσα ὡς ἐκ τοῦ ὀργανισμοῦ, τοῦ περιλαμβοῦ τῶν σχέσεων καὶ τῆς πίστεως, ἧς ἀπέλαυε, ἤδυνήθη νὰ λάβῃ τὴν περιεκτικωτέραν μετοχὴν τῶν Τραπεζιτικῶν ἰδρυμάτων τοῦ τόπου. bbox=[305, 563, 487, 600]
paragraph: Μετετέθησαν οἱ κ' ἀστυν. βοηθοὶ Γ. Καστρίας εἰς Πάτρας, Δ. Ἀργυρόπουλος εἰς Ἀρκαδίαν. bbox=[910, 556, 1097, 572]
signature-role: Τὰς Κανεφόρους. bbox=[571, 582, 621, 590]
date-line: Ἀθῆναι 10 Μαρτίου 1905. bbox=[558, 415, 634, 425]
paragraph: Εὐχαριστοῦντες παρακαλοῦμεν νὰ λάβητε σημείωσιν τῶν ὄντων ὑπογραφῶν ἡμῶν καὶ δέξασθε τὴν διαβεβαίωσιν τῆς ἐξαιρέτου ὑμῶν ὑμᾶς ὑπολήψεως. bbox=[305, 455, 487, 483]
paragraph: «Ἤρχισεν εἰς τὸ διάφορα Μουσεῖα τῶν ἐπαρχιῶν καὶ τὰ ἐντελῶν νὰ γίνωνται ἔργων ἐπειγουσῶν ἐπισκευῶν αὐτῶν καὶ ἴδῃ τοῦ βασιλέως, τὸ ὁποῖον εἰς τὰς περισσότερας Μουσεῖα εἶνε εἰς χειρότερον κατάστασιν. Ἤδη Ἔγινε ἐπὶ διὰ τῶν καταβαλλομένων πόνων τῶν διευθυντῶν τῶν διαφόρων Μουσείων θὰ κατορθωθῇ ὥστε ὅλα τὰ Ἀρχαιολογικὰ Μουσεῖα νὰ ἔχουν εἰς αὐτὰ ἐπίσκεψιν τῶν Ἀρχαιολόγων νὰ εὑρίσκωνται εἰς καλὴν κατάστασιν ὑπὸ πᾶσαν ἐποψιν. bbox=[705, 329, 892, 403]
paragraph: Ὁ κ. Ἠλιόπουλος παρακαλεῖ ὁ δημοτικὸν συμβούλιον νὰ λάβῃ μέριμναν πρὸς ἀποπεράτωσιν τοῦ ναοῦ τοῦ Ἁγίου Κωνσταντίνου. Φρονεῖ ὅτι ἡ ὑπολειπόμενη ἐργασία εἰς ζήτημα εἰδικὰς διὰ τοῦτο καὶ μὲν ὁδηγεῖς ἀπαιτεῖται πρὸς ἀποπεράτωσιν τοῦ ναοῦ, τοῦ ποσοῦ μεγάλως παραδεύσεντα τὰ συμφέροντα ἐκ τῆς ἐκμεταλλεύσεώς τούτου. bbox=[105, 796, 287, 852]
section-heading: ΠΡΟΓΡΑΜΜΑ bbox=[350, 519, 442, 535]
section-subheading: ΕΥΠΡΕΠΙΣΜΟΣ ΜΟΥΣΕΙΩΝ bbox=[735, 315, 862, 326]
ad-note: Ἐθνικοασφάλειαι διαμάτων παρὰ καθ' οἱονήποτε Πληροφορίαν χρηστοὺς Ἀ. Δελημπάσης ἀνθυποθέτης. bbox=[105, 1487, 287, 1503]
declaration-title: ΔΗΛΩΣΙΣ Β. ΚΟΚΚΟΤΑ bbox=[534, 615, 658, 627]
ad-credentials: Πρῴην καθηγητὴς τῆς Ἰατρικῆς κλινικῆς τῆς Ἰατρικῆς σχολῆς τῶν Παρισίων bbox=[311, 1308, 455, 1379]
price-line: » 150 — ᾳ ἀναγραφῇ τῆς 17 Μαρτίου ε.ε. bbox=[305, 759, 427, 769]
section-heading: ΔΙ' ΑΙΤΟ ΕΙΣΑΓΓΕΛΕΩΣ ΤΩΝ ΑΘΗΚΩΝ bbox=[711, 572, 886, 583]
ad-title: ΕΝΔΙΑΦΕΡΟΥΣΑ bbox=[1178, 1413, 1234, 1421]
section-heading: Γερμανικὸν θωρηκτόν bbox=[1161, 141, 1251, 152]
ad-notice-interesting bbox=[910, 1246, 1097, 1343]
section-title-2: ΕΙΣ ΤΟΝ ΠΕΙΡΑΙΑ bbox=[1122, 110, 1290, 131]
ad-address: Ὁδὸς Ἑρμοῦ 147 bbox=[165, 1433, 227, 1444]
paragraph: Κατ' ἐγκύκλιον τοῦ ὑπουργείου τῶν Στρατιωτικῶν πρὸς τὰς στρατιωτικὰς ἀρχὰς ὡς θὰ πληρωθῶσι αἱ διάφοροι θέσεις τῶν ἑξῆς κενωθεῖσαι θέσεις ἐν τῷ κρατῇ· ὡς ἔσται τόσον ἐκ τῆς φρουρᾶς τοῦ στρατοῦ. bbox=[910, 660, 1097, 697]
signature: Κωνσαντῖνος Τζιμαρίης bbox=[558, 332, 634, 342]
ad-title: ΜΑΘΗΜΑ ΤΗΣ ΓΑΛΛΙΚΗΣ bbox=[321, 1390, 471, 1402]
signature-role: Τὰ τέκνα bbox=[583, 540, 609, 548]
section-heading: ΤΟ ΑΡΧΑΙΟΛΟΓΙΚΟΝ ΣΥΝΕΔΡΙΟΝ bbox=[708, 299, 889, 311]
